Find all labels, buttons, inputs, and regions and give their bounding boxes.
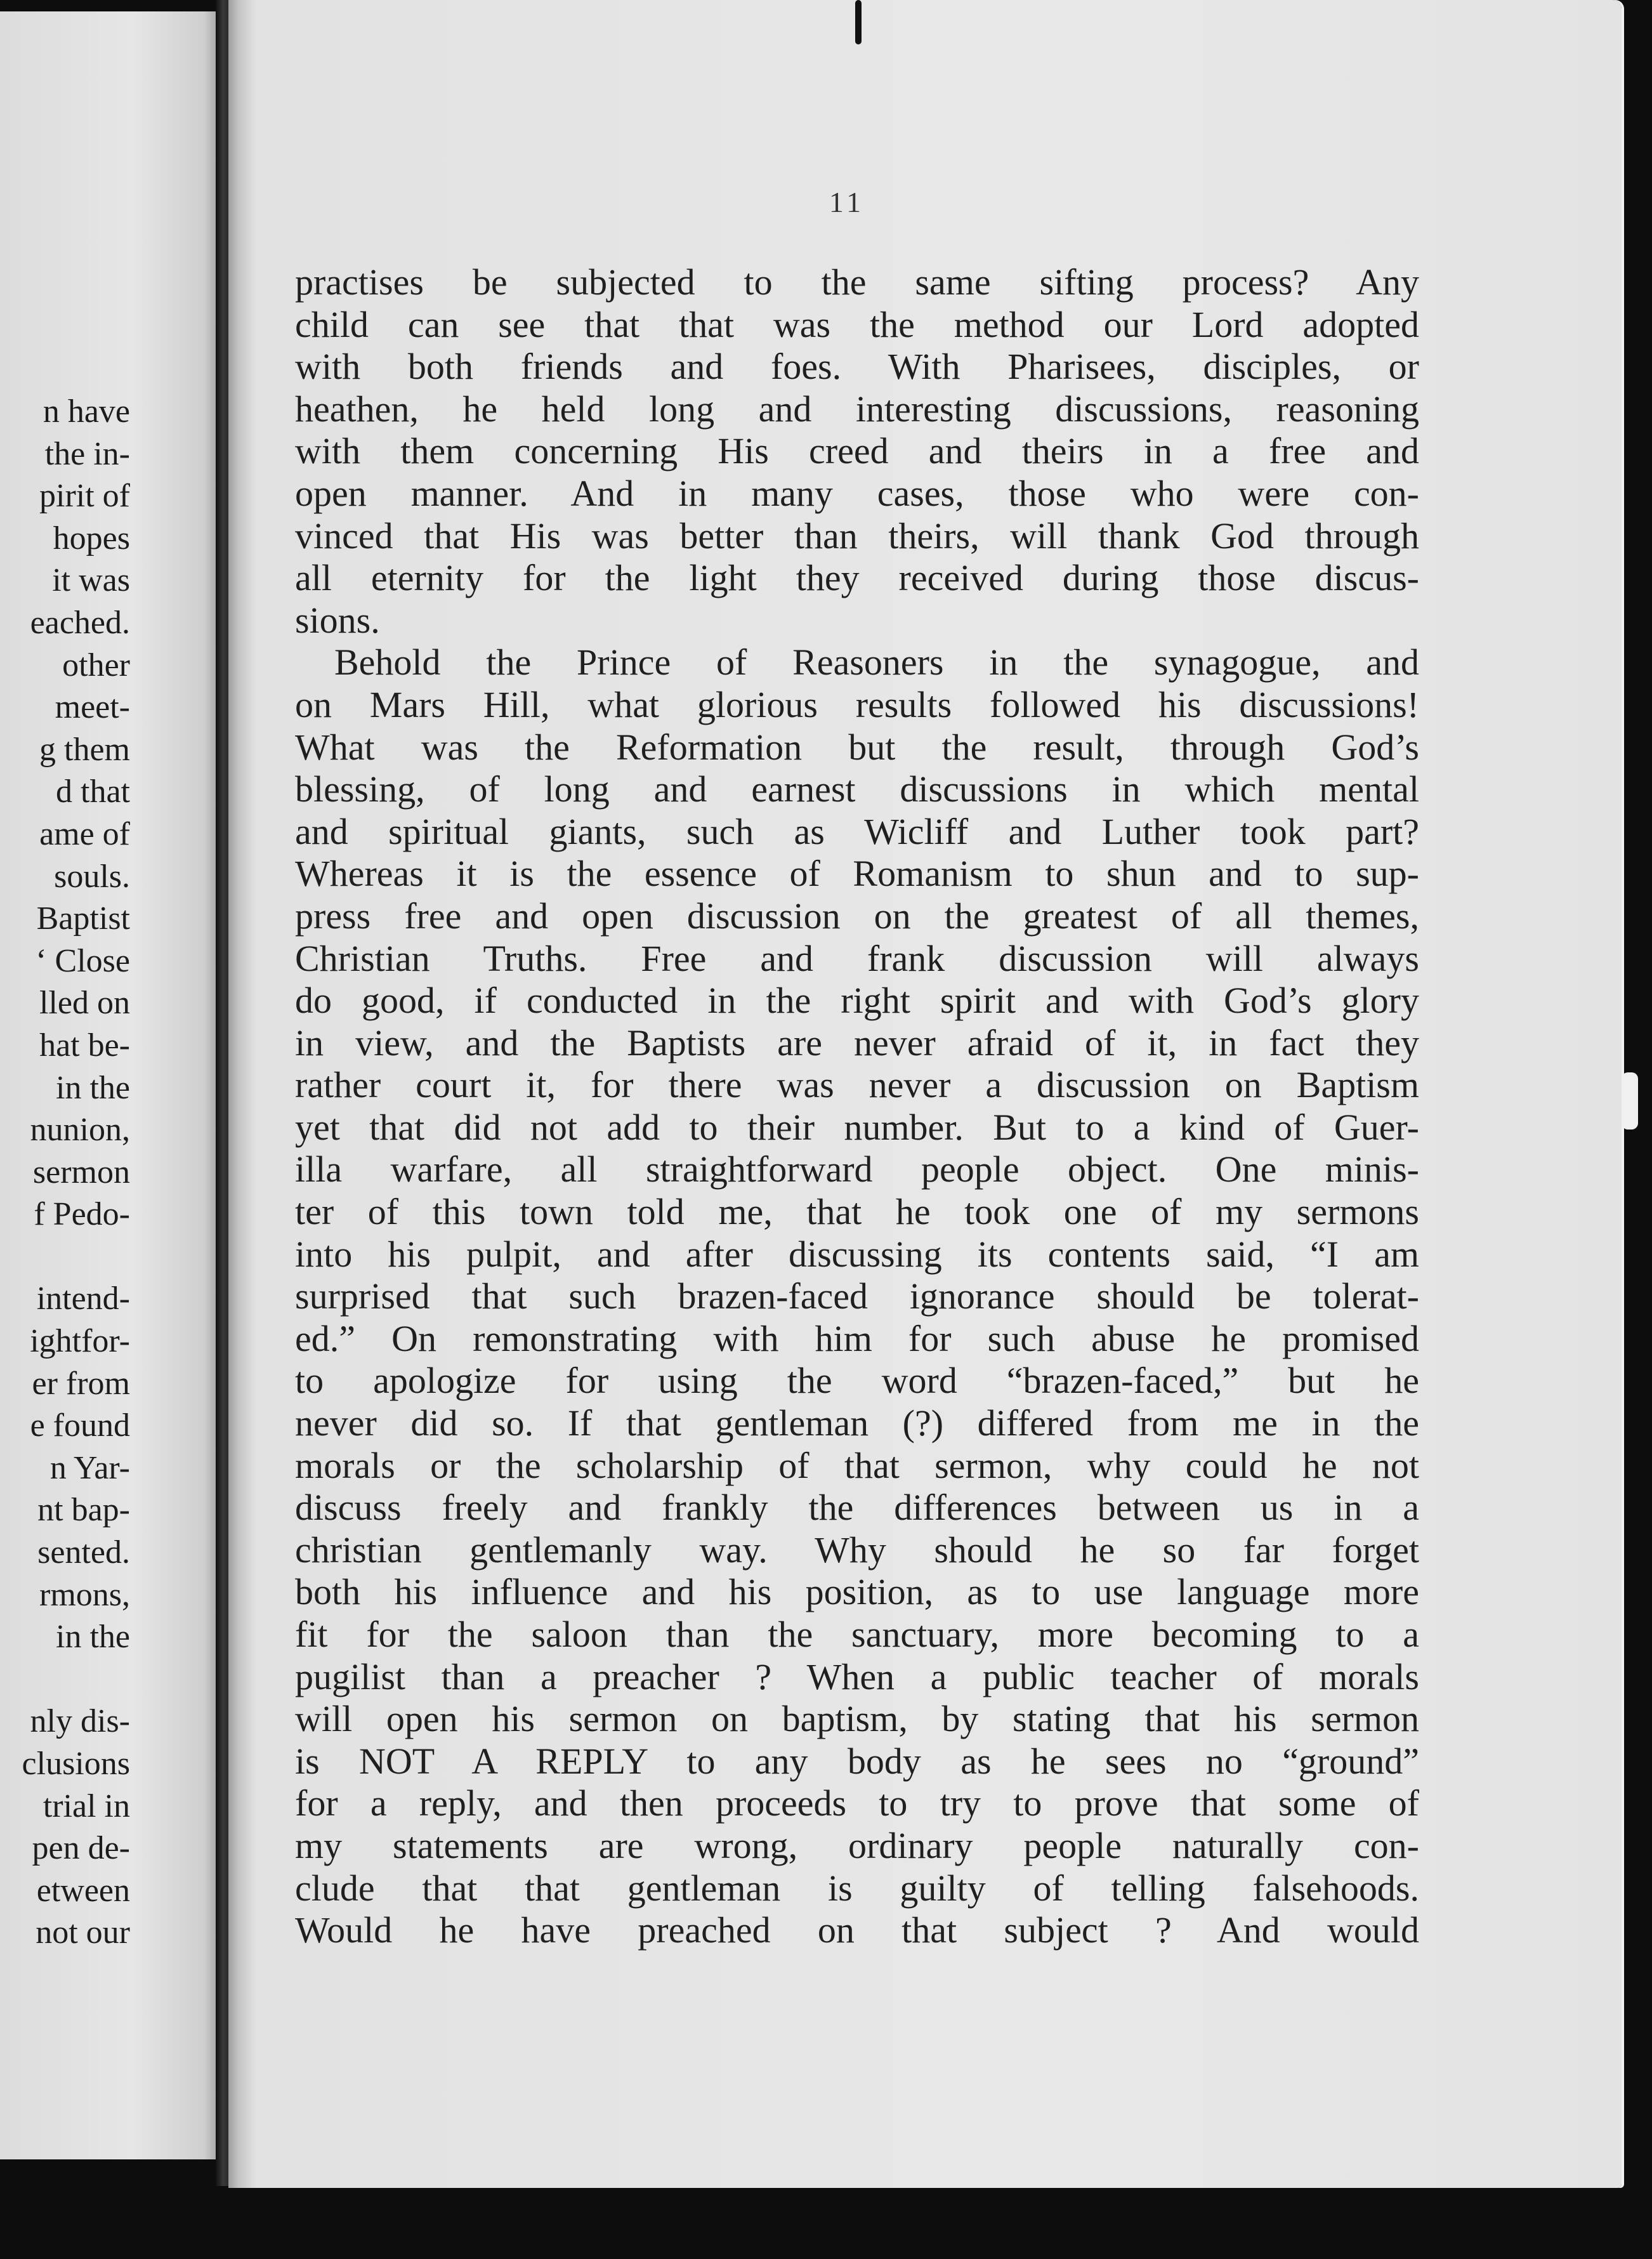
- facing-page-line: not our: [36, 1914, 130, 1951]
- paragraph: [295, 261, 1419, 642]
- facing-page-line: meet-: [55, 689, 130, 726]
- text-line: never did so. If that gentleman (?) differed from me in the: [295, 1402, 1419, 1444]
- text-line: with both friends and foes. With Pharisees, disciples, or: [295, 346, 1419, 388]
- text-line: rather court it, for there was never a discussion on Baptism: [295, 1064, 1419, 1106]
- page-number: 11: [829, 186, 865, 218]
- text-line: child can see that that was the method our Lord adopted: [295, 303, 1419, 345]
- text-line: christian gentlemanly way. Why should he so far forget: [295, 1529, 1419, 1571]
- facing-page-line: g them: [39, 731, 130, 768]
- facing-page-line: other: [62, 647, 130, 683]
- text-line: What was the Reformation but the result, through God’s: [295, 726, 1419, 768]
- text-line: on Mars Hill, what glorious results followed his discussions!: [295, 683, 1419, 725]
- facing-page-line: f Pedo-: [34, 1196, 130, 1233]
- text-line: and spiritual giants, such as Wicliff and Luther took part?: [295, 810, 1419, 852]
- facing-page-line: er from: [32, 1365, 130, 1402]
- text-line: in view, and the Baptists are never afraid of it, in fact they: [295, 1022, 1419, 1064]
- text-line: Whereas it is the essence of Romanism to shun and to sup-: [295, 853, 1419, 895]
- paragraph: [295, 642, 1419, 1951]
- right-edge-tear: [1622, 1072, 1638, 1130]
- facing-page-line: trial in: [43, 1788, 130, 1824]
- text-line: sions.: [295, 599, 380, 641]
- facing-page-line: sented.: [37, 1534, 130, 1571]
- top-ink-mark: [855, 0, 862, 44]
- facing-page-line: hopes: [53, 520, 130, 557]
- facing-page-line: hat be-: [39, 1027, 130, 1064]
- text-line: Behold the Prince of Reasoners in the synagogue, and: [334, 642, 1419, 683]
- text-line: will open his sermon on baptism, by stating that his sermon: [295, 1698, 1419, 1740]
- text-line: practises be subjected to the same sifting process? Any: [295, 261, 1419, 303]
- facing-page-left: [0, 11, 222, 2159]
- facing-page-line: it was: [52, 562, 130, 599]
- text-line: press free and open discussion on the greatest of all themes,: [295, 895, 1419, 937]
- facing-page-line: souls.: [54, 858, 130, 895]
- facing-page-line: ame of: [39, 815, 130, 852]
- text-line: both his influence and his position, as to use language more: [295, 1571, 1419, 1613]
- text-line: surprised that such brazen-faced ignorance should be tolerat-: [295, 1275, 1419, 1317]
- facing-page-line: n have: [43, 393, 130, 430]
- facing-page-line: [0, 1659, 130, 1701]
- text-line: for a reply, and then proceeds to try to prove that some of: [295, 1782, 1419, 1824]
- text-line: ed.” On remonstrating with him for such abuse he promised: [295, 1317, 1419, 1359]
- text-line: pugilist than a preacher ? When a public teacher of morals: [295, 1656, 1419, 1697]
- text-line: do good, if conducted in the right spirit and with God’s glory: [295, 980, 1419, 1022]
- text-line: yet that did not add to their number. But to a kind of Guer-: [295, 1106, 1419, 1148]
- text-line: blessing, of long and earnest discussions in which mental: [295, 768, 1419, 810]
- text-line: my statements are wrong, ordinary people naturally con-: [295, 1824, 1419, 1866]
- text-line: is NOT A REPLY to any body as he sees no “ground”: [295, 1740, 1419, 1782]
- facing-page-line: clusions: [22, 1746, 130, 1782]
- facing-page-text-fragments: [0, 391, 130, 1954]
- facing-page-line: etween: [36, 1872, 130, 1909]
- text-line: fit for the saloon than the sanctuary, more becoming to a: [295, 1614, 1419, 1655]
- page-body-text: [295, 261, 1419, 1952]
- text-line: open manner. And in many cases, those who were con-: [295, 472, 1419, 514]
- facing-page-line: Baptist: [36, 900, 130, 937]
- facing-page-line: ightfor-: [30, 1323, 130, 1360]
- facing-page-line: e found: [30, 1407, 130, 1444]
- facing-page-line: nly dis-: [30, 1703, 130, 1740]
- text-line: into his pulpit, and after discussing its contents said, “I am: [295, 1233, 1419, 1275]
- facing-page-line: the in-: [44, 435, 130, 472]
- facing-page-line: pirit of: [39, 478, 130, 515]
- facing-page-line: nt bap-: [37, 1492, 130, 1529]
- facing-page-line: rmons,: [39, 1576, 130, 1613]
- text-line: heathen, he held long and interesting discussions, reasoning: [295, 388, 1419, 430]
- facing-page-line: sermon: [32, 1154, 130, 1190]
- facing-page-line: nunion,: [30, 1112, 130, 1149]
- text-line: ter of this town told me, that he took one of my sermons: [295, 1191, 1419, 1233]
- text-line: Would he have preached on that subject ? And would: [295, 1909, 1419, 1951]
- text-line: illa warfare, all straightforward people object. One minis-: [295, 1149, 1419, 1190]
- facing-page-line: in the: [56, 1619, 130, 1656]
- facing-page-line: intend-: [36, 1281, 130, 1317]
- text-line: Christian Truths. Free and frank discussion will always: [295, 937, 1419, 979]
- facing-page-line: lled on: [39, 985, 130, 1022]
- facing-page-line: ‘ Close: [36, 942, 130, 979]
- text-line: vinced that His was better than theirs, will thank God through: [295, 515, 1419, 557]
- facing-page-line: n Yar-: [49, 1449, 130, 1486]
- text-line: discuss freely and frankly the differences between us in a: [295, 1487, 1419, 1529]
- facing-page-line: pen de-: [32, 1830, 130, 1867]
- text-line: with them concerning His creed and theirs in a free and: [295, 430, 1419, 472]
- text-line: to apologize for using the word “brazen-faced,” but he: [295, 1360, 1419, 1402]
- text-line: morals or the scholarship of that sermon, why could he not: [295, 1444, 1419, 1486]
- text-line: all eternity for the light they received during those discus-: [295, 557, 1419, 599]
- facing-page-line: in the: [56, 1069, 130, 1106]
- facing-page-line: eached.: [30, 604, 130, 641]
- text-line: clude that that gentleman is guilty of telling falsehoods.: [295, 1867, 1419, 1909]
- facing-page-line: d that: [56, 774, 130, 810]
- facing-page-line: [0, 1236, 130, 1279]
